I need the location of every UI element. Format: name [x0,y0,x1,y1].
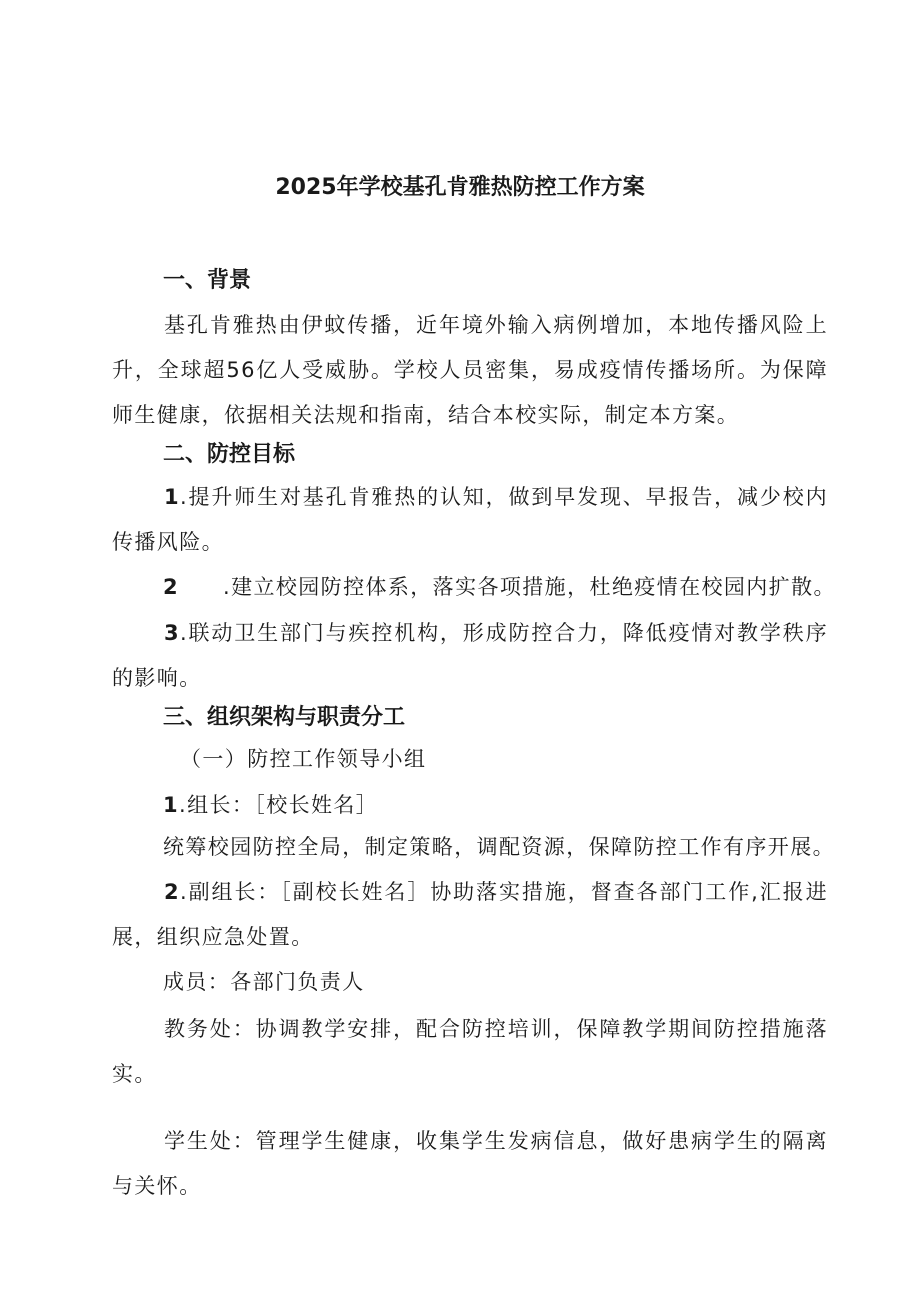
section-heading-goals: 二、防控目标 [163,442,296,467]
leader-line [163,790,378,820]
deputy-paragraph [112,870,828,960]
academic-office-paragraph: 教务处：协调教学安排，配合防控培训，保障教学期间防控措施落实。 [112,1017,828,1086]
members-line: 成员：各部门负责人 [163,970,365,994]
goal-item-3-text: .联动卫生部门与疾控机构，形成防控合力，降低疫情对教学秩序的影响。 [112,621,828,690]
goal-item-3 [112,611,828,701]
goal-item-2-text: .建立校园防控体系，落实各项措施，杜绝疫情在校园内扩散。 [223,575,836,599]
goal-item-1-number: 1 [164,485,181,509]
goal-item-1 [112,475,828,565]
deputy-text: .副组长：［副校长姓名］协助落实措施，督查各部门工作,汇报进展，组织应急处置。 [112,880,828,949]
goal-item-2 [163,572,836,602]
leader-text: .组长：［校长姓名］ [179,793,379,817]
deputy-number: 2 [164,880,181,904]
background-paragraph: 基孔肯雅热由伊蚊传播，近年境外输入病例增加，本地传播风险上升，全球超56亿人受威胁。学校人员密集，易成疫情传播场所。为保障师生健康，依据相关法规和指南，结合本校实际，制定本方案。 [112,313,828,427]
student-office-paragraph: 学生处：管理学生健康，收集学生发病信息，做好患病学生的隔离与关怀。 [112,1129,828,1198]
goal-item-3-number: 3 [164,621,181,645]
leader-number: 1 [163,793,180,817]
section-heading-organization: 三、组织架构与职责分工 [163,705,406,730]
leader-duty: 统筹校园防控全局，制定策略，调配资源，保障防控工作有序开展。 [163,835,835,859]
section-heading-background: 一、背景 [163,268,252,293]
goal-item-2-number: 2 [163,575,180,599]
document-title: 2025年学校基孔肯雅热防控工作方案 [275,175,645,200]
subheading-leadership-group: （一）防控工作领导小组 [180,747,427,771]
goal-item-1-text: .提升师生对基孔肯雅热的认知，做到早发现、早报告，减少校内传播风险。 [112,485,828,554]
